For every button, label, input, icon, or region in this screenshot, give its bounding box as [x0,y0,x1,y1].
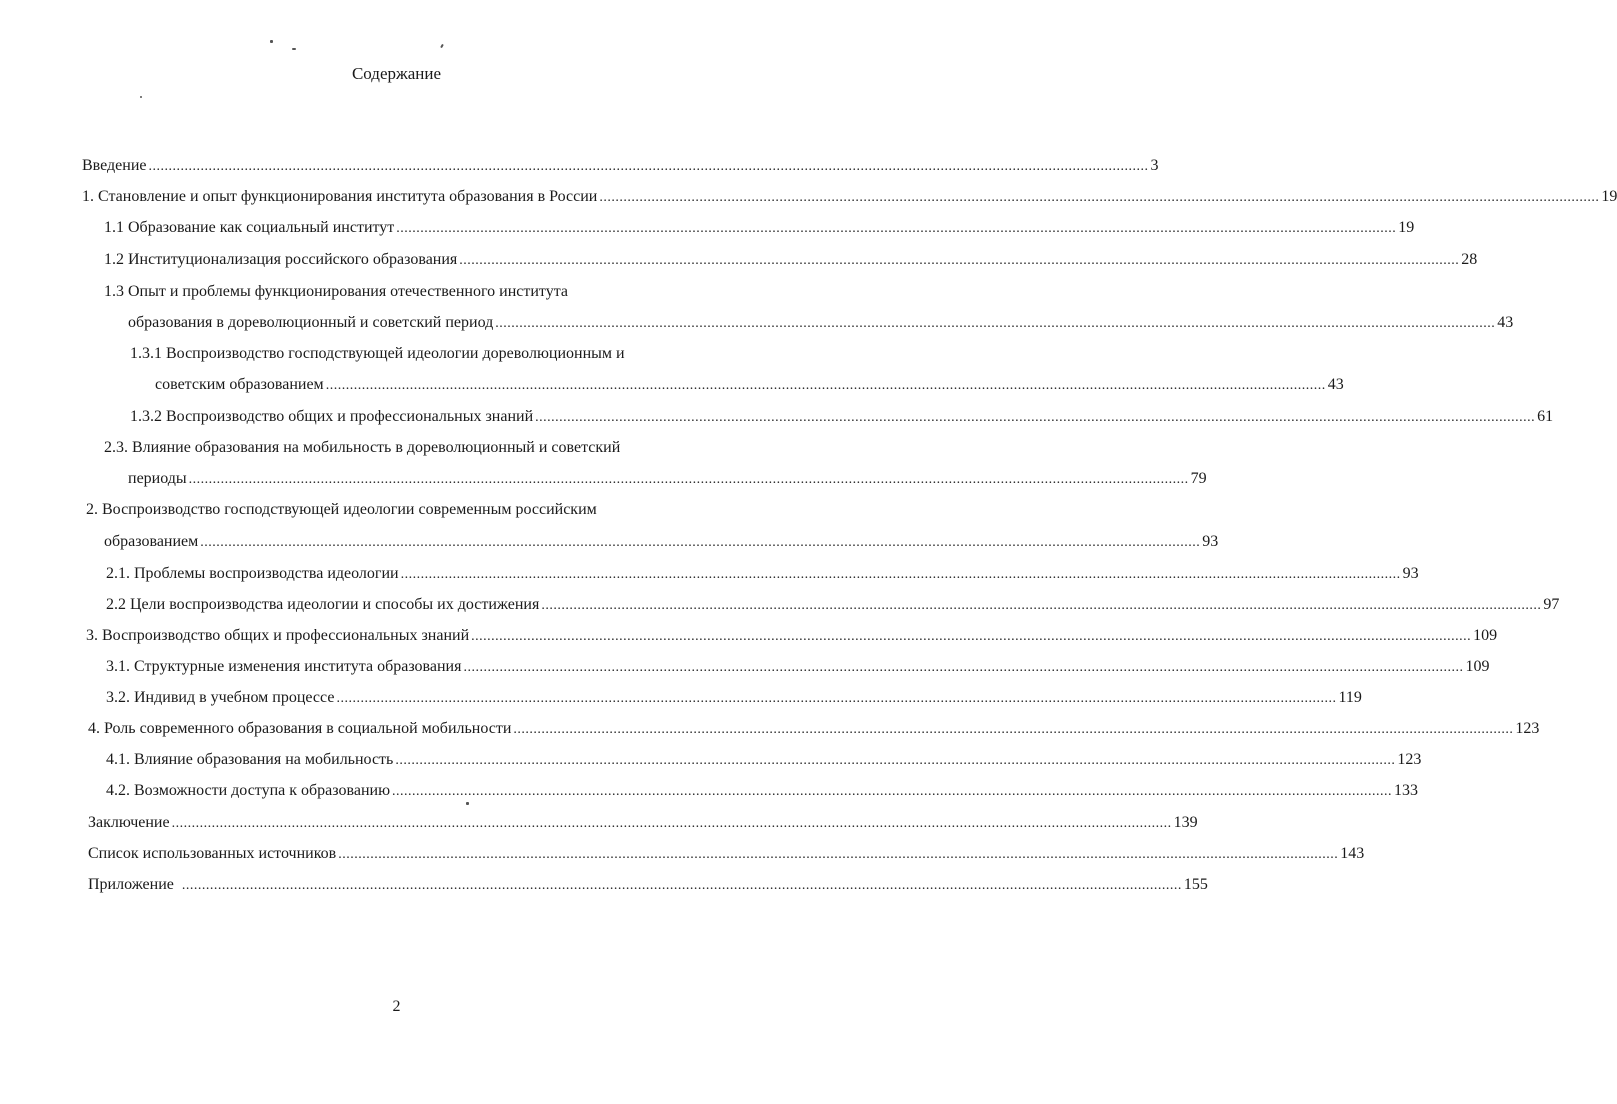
toc-page-number: 3 [1150,157,1159,174]
toc-entry-section-1-3-1[interactable] [155,376,1344,398]
toc-leader-dots: .......................................................................................................................................................................................................................................................... [471,629,1472,644]
toc-entry-section-2-1[interactable] [106,565,1419,587]
toc-leader-dots: .......................................................................................................................................................................................................................................................... [148,159,1149,174]
toc-label: 3.2. Индивид в учебном процессе [106,689,335,706]
toc-label: 4.2. Возможности доступа к образованию [106,782,391,799]
toc-entry-section-4-2[interactable] [106,782,1419,804]
toc-entry-section-4-1[interactable] [106,751,1422,773]
toc-leader-dots: .......................................................................................................................................................................................................................................................... [495,316,1496,331]
toc-label: периоды [128,470,187,487]
page-title: Содержание [351,64,442,83]
toc-page-number: 155 [1183,876,1208,893]
toc-label: советским образованием [155,376,324,393]
toc-leader-dots: .......................................................................................................................................................................................................................................................... [541,598,1542,613]
toc-page-number: 133 [1394,782,1419,799]
toc-leader-dots: .......................................................................................................................................................................................................................................................... [188,472,1189,487]
toc-leader-dots: .......................................................................................................................................................................................................................................................... [171,816,1172,831]
toc-entry-chapter-3[interactable] [86,627,1498,649]
toc-label: 1.3.2 Воспроизводство общих и профессиональных знаний [130,408,534,425]
toc-leader-dots: .......................................................................................................................................................................................................................................................... [338,847,1339,862]
toc-entry-chapter-1[interactable] [82,188,1617,210]
toc-leader-dots: .......................................................................................................................................................................................................................................................... [463,660,1464,675]
toc-page-number: 139 [1173,814,1198,831]
toc-leader-dots: .......................................................................................................................................................................................................................................................... [325,378,1326,393]
toc-page-number: 123 [1515,720,1540,737]
toc-entry-section-3-1[interactable] [106,658,1490,680]
toc-page-number: 109 [1465,658,1490,675]
toc-leader-dots: .......................................................................................................................................................................................................................................................... [181,878,1182,893]
toc-leader-dots: .......................................................................................................................................................................................................................................................... [400,567,1401,582]
toc-page-number: 119 [1338,689,1362,706]
toc-leader-dots: .......................................................................................................................................................................................................................................................... [396,221,1397,236]
toc-label: Приложение [88,876,174,893]
toc-entry-chapter-2[interactable] [104,533,1219,555]
toc-entry-section-1-3-2[interactable] [130,408,1554,430]
toc-entry-appendix[interactable] [88,876,1208,898]
toc-page-number: 28 [1461,251,1478,268]
toc-label: 4.1. Влияние образования на мобильность [106,751,394,768]
toc-page-number: 19 [1398,219,1415,236]
toc-page-number: 43 [1497,314,1514,331]
toc-label: Заключение [88,814,170,831]
toc-entry-chapter-2-line1[interactable]: 2. Воспроизводство господствующей идеологии современным российским [86,501,597,518]
toc-page-number: 93 [1202,533,1219,550]
toc-label: 2.2 Цели воспроизводства идеологии и способы их достижения [106,596,540,613]
toc-leader-dots: .......................................................................................................................................................................................................................................................... [535,410,1536,425]
toc-leader-dots: .......................................................................................................................................................................................................................................................... [513,722,1514,737]
toc-entry-references[interactable] [88,845,1365,867]
toc-entry-chapter-4[interactable] [88,720,1540,742]
toc-entry-section-2-2[interactable] [106,596,1560,618]
toc-page-number: 109 [1473,627,1498,644]
toc-entry-section-1-3-1-line1[interactable]: 1.3.1 Воспроизводство господствующей идеологии дореволюционным и [130,345,625,362]
page-number: 2 [392,998,401,1015]
toc-leader-dots: .......................................................................................................................................................................................................................................................... [395,753,1396,768]
toc-page-number: 43 [1327,376,1344,393]
toc-label: Список использованных источников [88,845,337,862]
toc-entry-section-1-1[interactable] [104,219,1415,241]
toc-page-number: 61 [1537,408,1554,425]
toc-page-number: 19 [1601,188,1617,205]
toc-entry-introduction[interactable] [82,157,1159,179]
toc-label: 2.1. Проблемы воспроизводства идеологии [106,565,399,582]
toc-label: 4. Роль современного образования в социальной мобильности [88,720,512,737]
toc-entry-section-1-3[interactable] [128,314,1514,336]
toc-label: 3. Воспроизводство общих и профессиональных знаний [86,627,470,644]
toc-page-number: 123 [1397,751,1422,768]
toc-page-number: 143 [1340,845,1365,862]
toc-label: 1.2 Институционализация российского образования [104,251,458,268]
toc-entry-section-2-3-line1[interactable]: 2.3. Влияние образования на мобильность в дореволюционный и советский [104,439,621,456]
toc-label: образования в дореволюционный и советский период [128,314,494,331]
toc-page-number: 97 [1543,596,1560,613]
toc-entry-section-1-2[interactable] [104,251,1478,273]
toc-entry-section-1-3-line1[interactable]: 1.3 Опыт и проблемы функционирования отечественного института [104,283,568,300]
toc-page-number: 79 [1190,470,1207,487]
toc-page-number: 93 [1402,565,1419,582]
toc-leader-dots: .......................................................................................................................................................................................................................................................... [200,535,1201,550]
toc-label: 1. Становление и опыт функционирования института образования в России [82,188,598,205]
toc-entry-section-3-2[interactable] [106,689,1362,711]
toc-leader-dots: .......................................................................................................................................................................................................................................................... [599,190,1600,205]
toc-label: Введение [82,157,147,174]
toc-label: образованием [104,533,199,550]
toc-leader-dots: .......................................................................................................................................................................................................................................................... [336,691,1337,706]
toc-entry-conclusion[interactable] [88,814,1198,836]
toc-label: 3.1. Структурные изменения института образования [106,658,462,675]
toc-entry-section-2-3[interactable] [128,470,1207,492]
toc-label: 1.1 Образование как социальный институт [104,219,395,236]
toc-leader-dots: .......................................................................................................................................................................................................................................................... [392,784,1393,799]
toc-leader-dots: .......................................................................................................................................................................................................................................................... [459,253,1460,268]
